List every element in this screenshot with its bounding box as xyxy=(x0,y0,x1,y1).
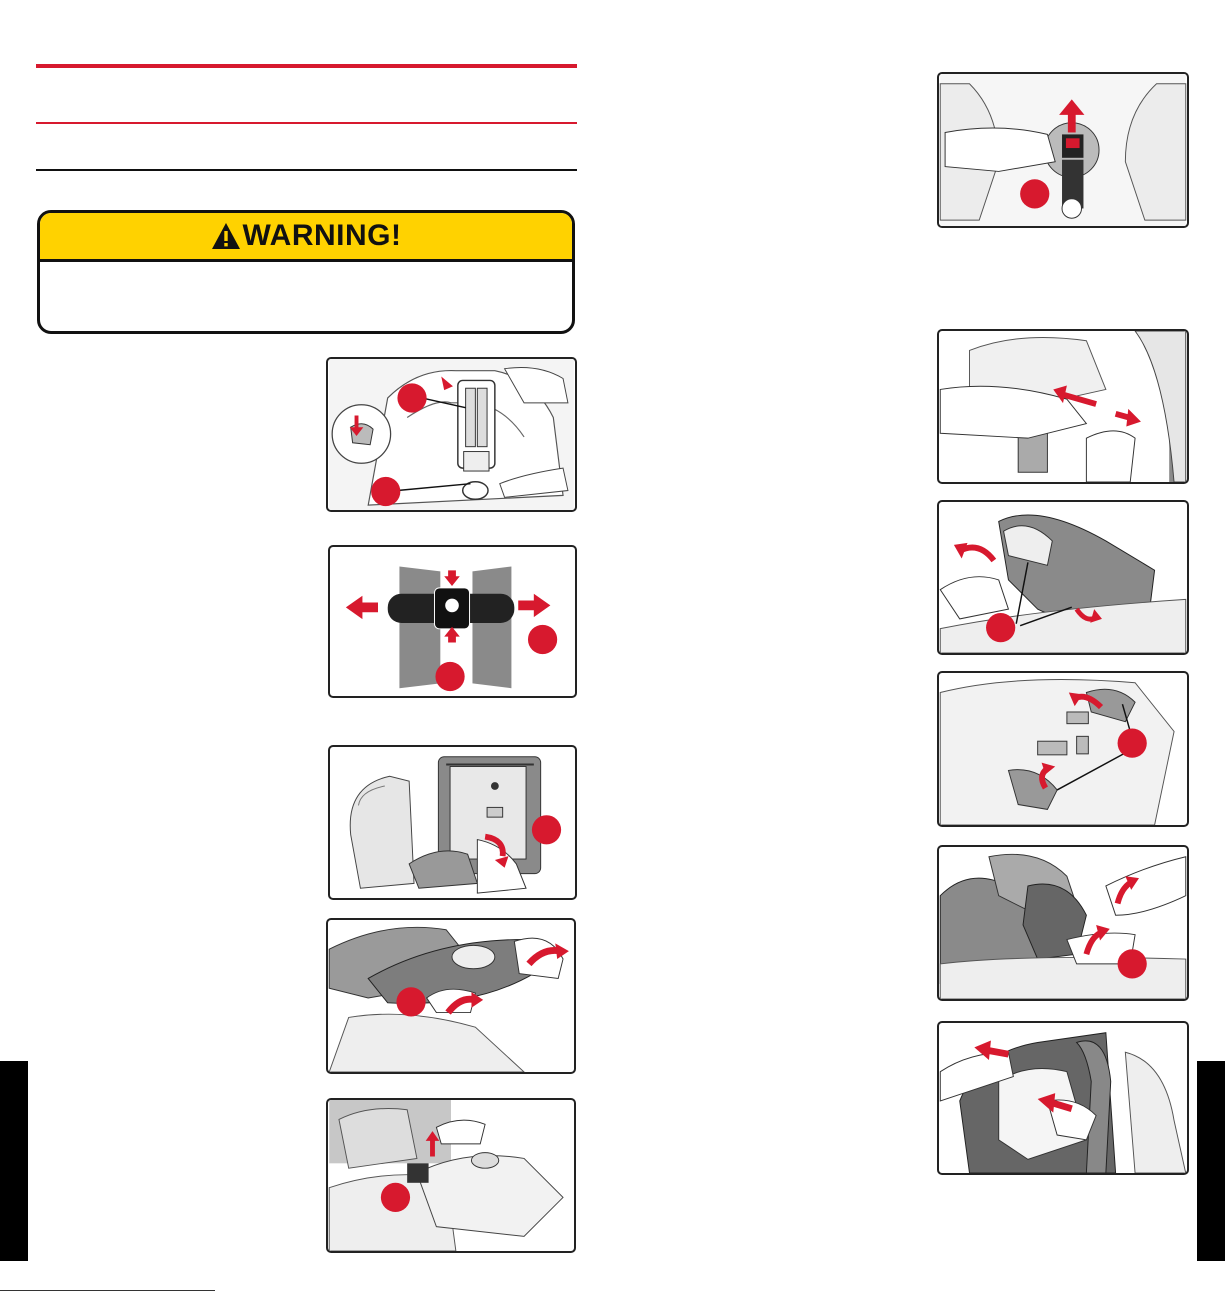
warning-header xyxy=(40,213,572,262)
section-black-rule xyxy=(36,169,577,171)
right-section-tab xyxy=(1197,1061,1225,1261)
figure-release-harness xyxy=(326,357,577,512)
bottom-hairline xyxy=(0,1290,215,1291)
left-section-tab xyxy=(0,1061,28,1261)
figure-peel-seat-cover xyxy=(326,918,576,1074)
figure-headrest-release xyxy=(937,329,1189,484)
figure-head-pad-pull xyxy=(937,845,1189,1001)
figure-chest-clip-slide xyxy=(937,72,1189,228)
warning-box xyxy=(37,210,575,334)
figure-cover-remove xyxy=(937,1021,1189,1175)
figure-base-hooks xyxy=(937,671,1189,827)
warning-triangle-icon xyxy=(211,221,241,251)
figure-remove-back-pad xyxy=(328,745,577,900)
top-red-rule xyxy=(36,64,577,68)
warning-title: WARNING! xyxy=(242,219,402,252)
figure-buckle-unfasten xyxy=(328,545,577,698)
figure-headrest-cover-tabs xyxy=(937,500,1189,655)
figure-pull-crotch-buckle xyxy=(326,1098,576,1253)
middle-red-rule xyxy=(36,122,577,124)
